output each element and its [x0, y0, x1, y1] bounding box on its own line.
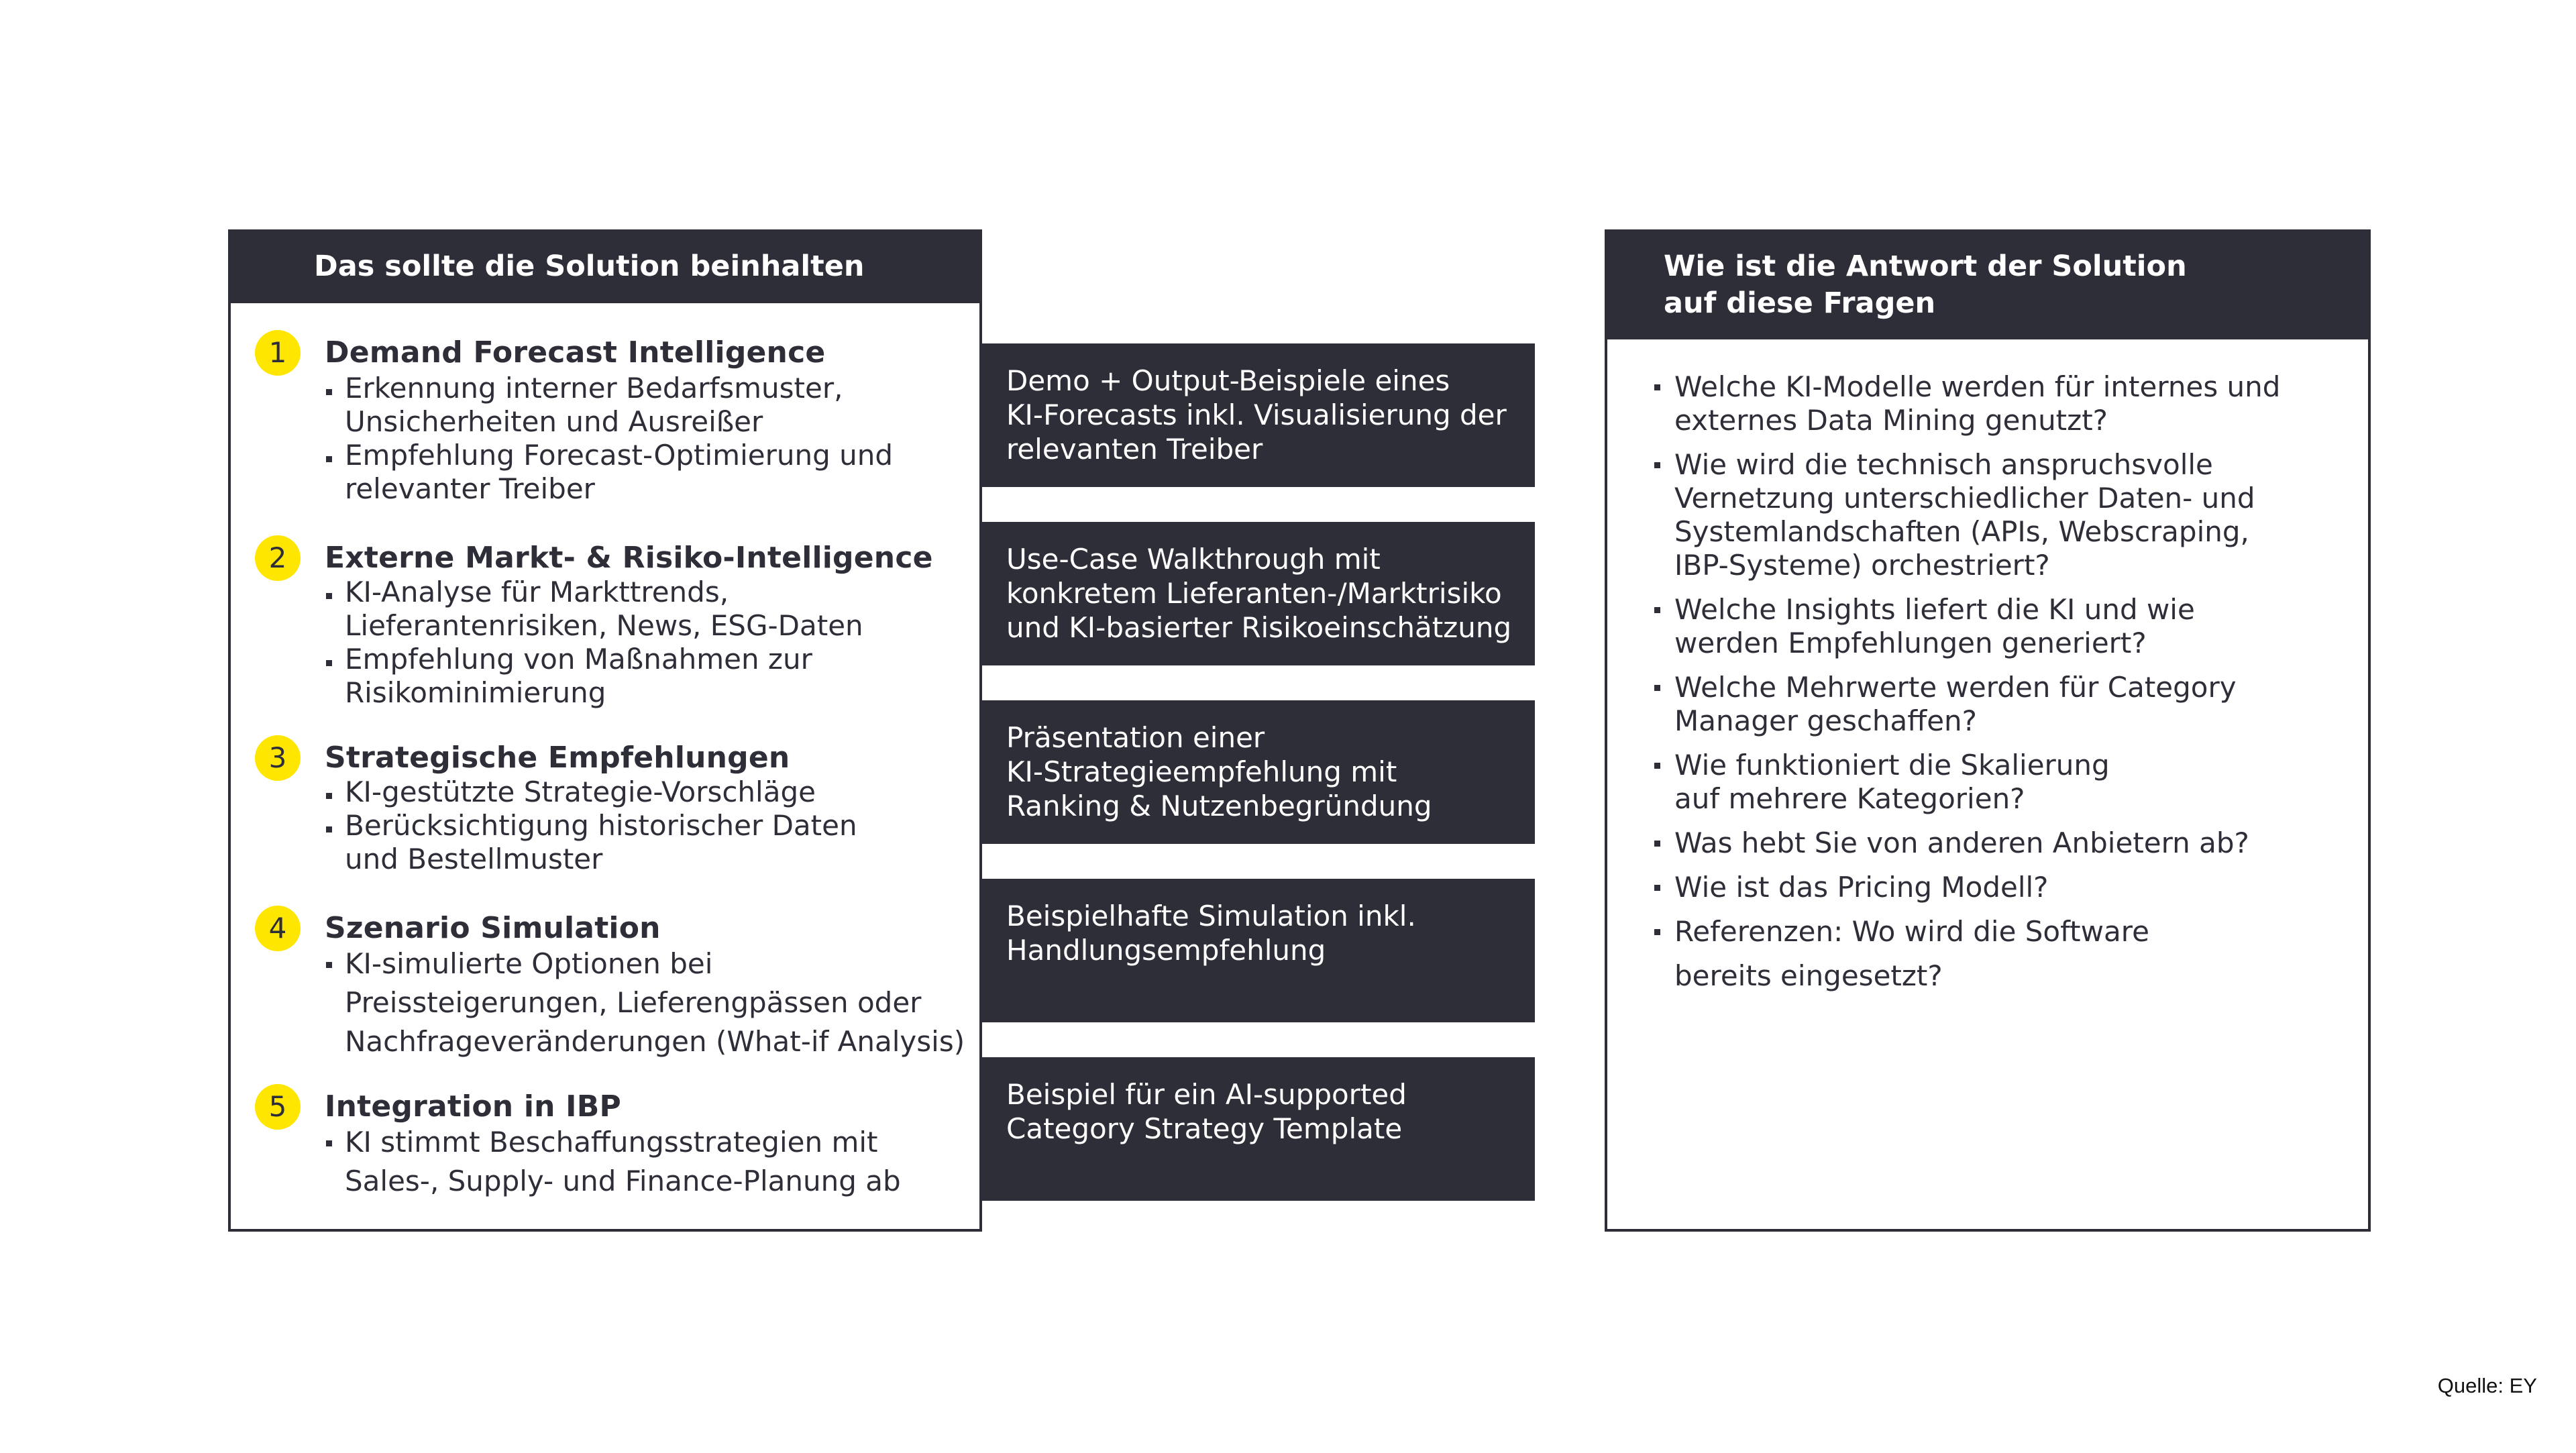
- section-bullets: [325, 1123, 901, 1201]
- bullet-line: Empfehlung von Maßnahmen zur: [345, 643, 812, 676]
- bullet-line: Risikominimierung: [345, 676, 606, 709]
- box-line: KI-Forecasts inkl. Visualisierung der: [1006, 398, 1507, 431]
- bullet-item: [325, 945, 965, 1061]
- question-line: Welche KI-Modelle werden für internes und: [1674, 370, 2281, 403]
- bullet-line: Unsicherheiten und Ausreißer: [345, 405, 763, 438]
- number-badge: 2: [255, 535, 301, 581]
- section-title: Strategische Empfehlungen: [325, 741, 790, 775]
- question-item: [1652, 826, 2280, 860]
- box-line: Use-Case Walkthrough mit: [1006, 543, 1381, 576]
- section-bullets: [325, 945, 965, 1061]
- section-bullets: [325, 372, 893, 506]
- header-line: Wie ist die Antwort der Solution: [1664, 250, 2187, 283]
- question-line: Systemlandschaften (APIs, Webscraping,: [1674, 515, 2249, 548]
- question-item: [1652, 871, 2280, 904]
- solution-contents-header: Das sollte die Solution beinhalten: [231, 232, 979, 303]
- box-line: Demo + Output-Beispiele eines: [1006, 364, 1450, 397]
- question-line: Manager geschaffen?: [1674, 704, 1977, 737]
- solution-contents-panel: [228, 229, 982, 1232]
- question-line: Welche Insights liefert die KI und wie: [1674, 593, 2195, 626]
- section-title: Externe Markt- & Risiko-Intelligence: [325, 541, 933, 575]
- section-title: Szenario Simulation: [325, 911, 661, 945]
- number-badge: 3: [255, 735, 301, 781]
- question-line: Wie ist das Pricing Modell?: [1674, 871, 2049, 904]
- section-title: Demand Forecast Intelligence: [325, 335, 826, 370]
- demo-box-forecast: [982, 343, 1535, 487]
- bullet-line: und Bestellmuster: [345, 843, 603, 875]
- bullet-line: Sales-, Supply- und Finance-Planung ab: [345, 1165, 901, 1197]
- section-title: Integration in IBP: [325, 1089, 621, 1124]
- question-item: [1652, 448, 2280, 582]
- question-line: Wie funktioniert die Skalierung: [1674, 749, 2110, 782]
- box-line: Category Strategy Template: [1006, 1112, 1403, 1145]
- question-line: Vernetzung unterschiedlicher Daten- und: [1674, 482, 2255, 515]
- question-line: Wie wird die technisch anspruchsvolle: [1674, 448, 2213, 481]
- question-line: bereits eingesetzt?: [1674, 959, 1943, 992]
- number-badge: 5: [255, 1084, 301, 1130]
- question-item: [1652, 749, 2280, 816]
- box-line: Präsentation einer: [1006, 721, 1265, 754]
- bullet-item: [325, 809, 857, 876]
- question-line: externes Data Mining genutzt?: [1674, 404, 2108, 437]
- bullet-line: KI-Analyse für Markttrends,: [345, 576, 729, 608]
- section-bullets: [325, 576, 863, 710]
- box-line: Handlungsempfehlung: [1006, 934, 1326, 967]
- bullet-line: relevanter Treiber: [345, 472, 595, 505]
- header-line: auf diese Fragen: [1664, 286, 1936, 320]
- bullet-item: [325, 576, 863, 643]
- question-item: [1652, 593, 2280, 660]
- question-line: Referenzen: Wo wird die Software: [1674, 915, 2149, 948]
- questions-list: [1652, 370, 2280, 1004]
- question-item: [1652, 671, 2280, 738]
- box-line: Beispiel für ein AI-supported: [1006, 1078, 1407, 1111]
- bullet-line: Preissteigerungen, Lieferengpässen oder: [345, 986, 922, 1019]
- box-line: konkretem Lieferanten-/Marktrisiko: [1006, 577, 1502, 610]
- demo-box-simulation: [982, 879, 1535, 1022]
- bullet-item: [325, 439, 893, 506]
- question-line: werden Empfehlungen generiert?: [1674, 627, 2147, 659]
- questions-header: [1607, 232, 2368, 339]
- box-line: KI-Strategieempfehlung mit: [1006, 755, 1397, 788]
- bullet-line: Erkennung interner Bedarfsmuster,: [345, 372, 843, 405]
- bullet-item: [325, 775, 857, 809]
- box-line: Ranking & Nutzenbegründung: [1006, 790, 1432, 822]
- question-item: [1652, 370, 2280, 437]
- bullet-item: [325, 1123, 901, 1201]
- source-note: Quelle: EY: [2437, 1374, 2537, 1397]
- bullet-line: Berücksichtigung historischer Daten: [345, 809, 857, 842]
- bullet-line: KI stimmt Beschaffungsstrategien mit: [345, 1126, 878, 1159]
- demo-box-risk: [982, 522, 1535, 665]
- bullet-line: KI-gestützte Strategie-Vorschläge: [345, 775, 816, 808]
- question-line: Was hebt Sie von anderen Anbietern ab?: [1674, 826, 2249, 859]
- box-line: und KI-basierter Risikoeinschätzung: [1006, 611, 1512, 644]
- box-line: relevanten Treiber: [1006, 433, 1263, 466]
- question-line: IBP-Systeme) orchestriert?: [1674, 549, 2050, 582]
- bullet-item: [325, 643, 863, 710]
- question-line: Welche Mehrwerte werden für Category: [1674, 671, 2237, 704]
- questions-panel: [1605, 229, 2371, 1232]
- question-item: [1652, 915, 2280, 993]
- number-badge: 1: [255, 330, 301, 376]
- bullet-line: KI-simulierte Optionen bei: [345, 947, 713, 980]
- demo-box-template: [982, 1057, 1535, 1201]
- box-line: Beispielhafte Simulation inkl.: [1006, 900, 1416, 932]
- bullet-item: [325, 372, 893, 439]
- bullet-line: Empfehlung Forecast-Optimierung und: [345, 439, 894, 472]
- question-line: auf mehrere Kategorien?: [1674, 782, 2025, 815]
- section-bullets: [325, 775, 857, 876]
- number-badge: 4: [255, 906, 301, 951]
- bullet-line: Lieferantenrisiken, News, ESG-Daten: [345, 609, 863, 642]
- demo-box-strategy: [982, 700, 1535, 844]
- bullet-line: Nachfrageveränderungen (What-if Analysis): [345, 1025, 965, 1058]
